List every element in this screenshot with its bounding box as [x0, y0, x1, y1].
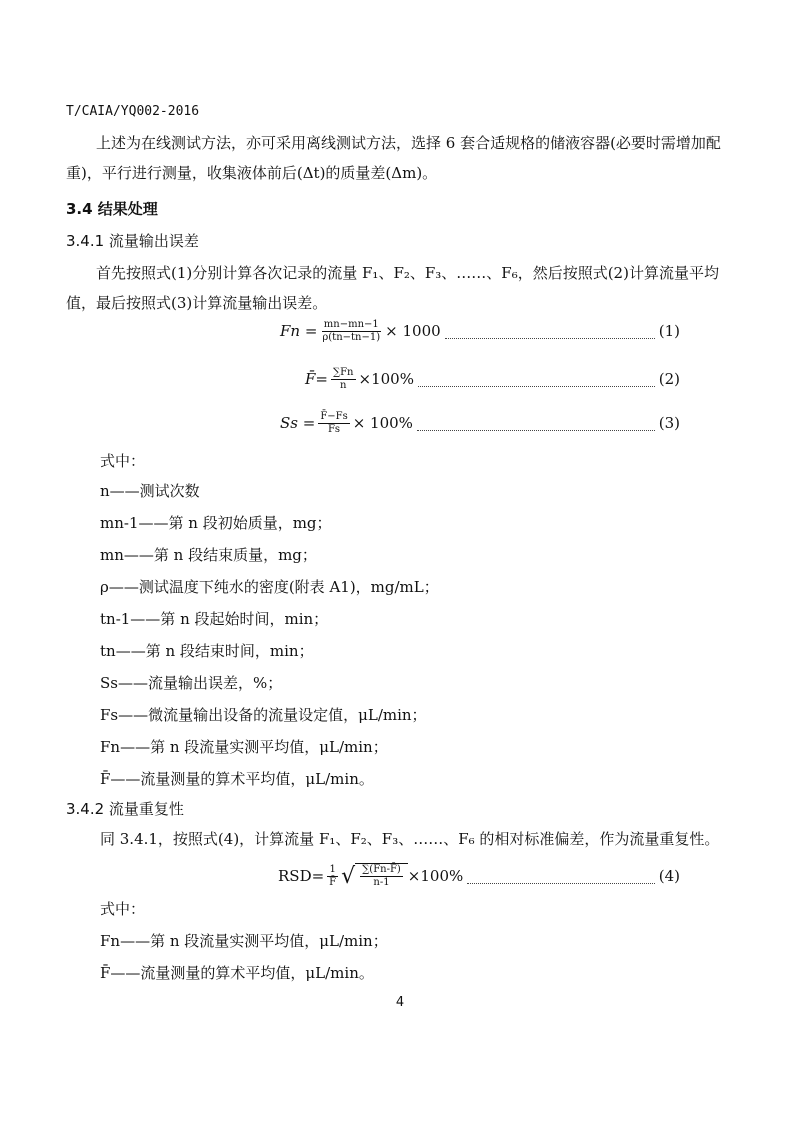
eq2-leader-dots — [418, 372, 655, 387]
eq3-lhs: Ss = — [280, 414, 316, 432]
paragraph-3-4-1: 首先按照式(1)分别计算各次记录的流量 F₁、F₂、F₃、……、F₆，然后按照式(2)计算流量平均值，最后按照式(3)计算流量输出误差。 — [66, 264, 719, 312]
eq4-rad-denominator: n-1 — [373, 877, 390, 888]
definition-item: Ss——流量输出误差，%； — [100, 674, 283, 692]
definition-item: F̄——流量测量的算术平均值，μL/min。 — [100, 770, 374, 788]
eq3-denominator: Fs — [327, 423, 341, 435]
equation-4 — [278, 858, 680, 894]
eq1-leader-dots — [445, 324, 655, 339]
equation-2 — [305, 364, 680, 394]
radical-sign-icon: √ — [341, 863, 356, 889]
eq3-number: (3) — [658, 414, 680, 432]
section-heading-3-4-2: 3.4.2 流量重复性 — [66, 800, 184, 818]
eq4-radicand-fraction — [360, 864, 403, 889]
eq1-fraction — [320, 319, 382, 344]
eq3-fraction — [318, 411, 349, 436]
eq4-radicand — [355, 863, 408, 889]
where-label-2: 式中： — [100, 900, 146, 918]
eq1-lhs: Fn = — [280, 322, 318, 340]
paragraph-3-4-2: 同 3.4.1，按照式(4)，计算流量 F₁、F₂、F₃、……、F₆ 的相对标准偏差，作为流量重复性。 — [100, 830, 720, 848]
document-code-header: T/CAIA/YQ002-2016 — [66, 104, 200, 119]
eq4-rhs: ×100% — [407, 867, 464, 885]
eq3-leader-dots — [417, 416, 655, 431]
section-heading-3-4-1: 3.4.1 流量输出误差 — [66, 232, 199, 250]
equation-3 — [280, 408, 680, 438]
definition-item: n——测试次数 — [100, 482, 200, 500]
eq2-numerator: ∑Fn — [332, 366, 354, 378]
equation-1 — [280, 316, 680, 346]
eq4-leader-dots — [467, 869, 655, 884]
definition-item: tn——第 n 段结束时间，min； — [100, 642, 314, 660]
eq2-denominator: n — [340, 379, 347, 391]
eq2-number: (2) — [658, 370, 680, 388]
page-number: 4 — [395, 995, 405, 1010]
eq1-numerator: mn−mn−1 — [323, 318, 379, 330]
eq4-coef-numerator: 1 — [329, 863, 336, 875]
eq4-number: (4) — [658, 867, 680, 885]
eq4-coef-denominator: F̄ — [329, 876, 337, 888]
eq3-numerator: F̄−Fs — [320, 410, 348, 422]
eq1-number: (1) — [658, 322, 680, 340]
definition-item: mn-1——第 n 段初始质量，mg； — [100, 514, 332, 532]
definition-item: ρ——测试温度下纯水的密度(附表 A1)，mg/mL； — [100, 578, 439, 596]
eq2-lhs: F̄= — [305, 370, 328, 388]
eq4-lhs: RSD= — [278, 867, 325, 885]
definition-item: mn——第 n 段结束质量，mg； — [100, 546, 317, 564]
definition-item: Fs——微流量输出设备的流量设定值，μL/min； — [100, 706, 427, 724]
section-heading-3-4: 3.4 结果处理 — [66, 200, 158, 218]
definition-item: Fn——第 n 段流量实测平均值，μL/min； — [100, 738, 388, 756]
eq2-rhs: ×100% — [358, 370, 414, 388]
definition-item: Fn——第 n 段流量实测平均值，μL/min； — [100, 932, 388, 950]
eq4-square-root — [341, 863, 408, 889]
eq1-denominator: ρ(tn−tn−1) — [322, 331, 381, 343]
intro-paragraph: 上述为在线测试方法，亦可采用离线测试方法，选择 6 套合适规格的储液容器(必要时需增加配重)，平行进行测量，收集液体前后(Δt)的质量差(Δm)。 — [66, 134, 721, 182]
eq4-rad-numerator: ∑(Fn-F̄) — [362, 864, 401, 875]
eq4-coefficient — [327, 864, 338, 889]
eq1-rhs: × 1000 — [385, 322, 441, 340]
where-label: 式中： — [100, 452, 146, 470]
definition-item: F̄——流量测量的算术平均值，μL/min。 — [100, 964, 374, 982]
eq2-fraction — [331, 367, 356, 392]
definition-item: tn-1——第 n 段起始时间，min； — [100, 610, 329, 628]
eq3-rhs: × 100% — [352, 414, 413, 432]
